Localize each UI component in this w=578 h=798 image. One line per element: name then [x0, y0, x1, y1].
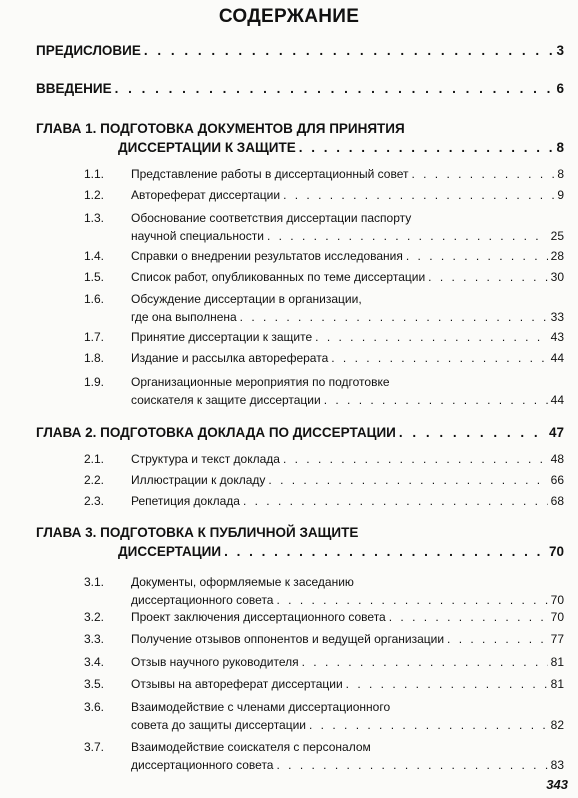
entry-page: 6	[556, 81, 564, 96]
leader-dots	[276, 593, 547, 607]
entry-title: Автореферат диссертации	[131, 188, 281, 202]
entry-page: 70	[548, 544, 564, 559]
entry-title: Иллюстрации к докладу	[131, 473, 266, 487]
leader-dots	[331, 351, 547, 365]
toc-entry-section[interactable]	[131, 330, 564, 344]
leader-dots	[324, 393, 548, 407]
chapter-1-title: ГЛАВА 1. ПОДГОТОВКА ДОКУМЕНТОВ ДЛЯ ПРИНЯТИЯ	[36, 121, 405, 136]
entry-title: ГЛАВА 2. ПОДГОТОВКА ДОКЛАДА ПО ДИССЕРТАЦИИ	[36, 425, 396, 440]
section-number: 3.4.	[84, 655, 105, 669]
toc-entry-section[interactable]	[131, 718, 564, 732]
entry-title: Репетиция доклада	[131, 494, 240, 508]
section-number: 1.9.	[84, 375, 105, 389]
leader-dots	[115, 81, 554, 96]
entry-page: 77	[550, 632, 564, 646]
leader-dots	[240, 310, 548, 324]
entry-page: 9	[557, 188, 564, 202]
leader-dots	[144, 43, 554, 58]
leader-dots	[389, 610, 548, 624]
toc-entry-section[interactable]	[131, 393, 564, 407]
entry-page: 68	[550, 494, 564, 508]
leader-dots	[399, 425, 546, 440]
entry-page: 66	[550, 473, 564, 487]
entry-page: 81	[550, 655, 564, 669]
toc-entry-chapter-2[interactable]	[36, 425, 564, 440]
toc-entry-section[interactable]	[131, 249, 564, 263]
leader-dots	[309, 718, 548, 732]
entry-title: Отзыв научного руководителя	[131, 655, 299, 669]
entry-title: Структура и текст доклада	[131, 452, 280, 466]
section-title-line: Обсуждение диссертации в организации,	[131, 292, 362, 306]
toc-entry-intro[interactable]	[36, 81, 564, 96]
entry-title: ВВЕДЕНИЕ	[36, 81, 112, 96]
leader-dots	[346, 677, 548, 691]
leader-dots	[267, 229, 548, 243]
entry-title: ДИССЕРТАЦИИ К ЗАЩИТЕ	[118, 140, 296, 155]
section-number: 1.5.	[84, 270, 105, 284]
section-title-line: Организационные мероприятия по подготовке	[131, 375, 390, 389]
leader-dots	[224, 544, 546, 559]
leader-dots	[428, 270, 547, 284]
section-number: 1.1.	[84, 167, 105, 181]
entry-title: Отзывы на автореферат диссертации	[131, 677, 343, 691]
entry-page: 70	[550, 610, 564, 624]
leader-dots	[243, 494, 548, 508]
entry-page: 81	[550, 677, 564, 691]
section-number: 1.3.	[84, 211, 105, 225]
section-number: 1.7.	[84, 330, 105, 344]
entry-page: 44	[550, 393, 564, 407]
section-number: 1.2.	[84, 188, 105, 202]
toc-entry-section[interactable]	[131, 593, 564, 607]
entry-title: Представление работы в диссертационный совет	[131, 167, 409, 181]
entry-title: соискателя к защите диссертации	[131, 393, 321, 407]
entry-page: 47	[548, 425, 564, 440]
entry-page: 8	[557, 167, 564, 181]
leader-dots	[447, 632, 548, 646]
entry-title: Справки о внедрении результатов исследования	[131, 249, 403, 263]
leader-dots	[283, 452, 548, 466]
entry-title: научной специальности	[131, 229, 264, 243]
toc-entry-section[interactable]	[131, 310, 564, 324]
entry-page: 30	[550, 270, 564, 284]
leader-dots	[283, 188, 554, 202]
entry-page: 82	[550, 718, 564, 732]
entry-title: диссертационного совета	[131, 758, 274, 772]
section-title-line: Взаимодействие соискателя с персоналом	[131, 740, 371, 754]
toc-entry-section[interactable]	[131, 758, 564, 772]
entry-title: диссертационного совета	[131, 593, 274, 607]
section-title-line: Обоснование соответствия диссертации паспорту	[131, 211, 412, 225]
toc-entry-section[interactable]	[131, 351, 564, 365]
section-number: 3.6.	[84, 700, 105, 714]
section-number: 1.4.	[84, 249, 105, 263]
entry-page: 25	[550, 229, 564, 243]
toc-entry-section[interactable]	[131, 655, 564, 669]
section-number: 2.2.	[84, 473, 105, 487]
entry-page: 44	[550, 351, 564, 365]
toc-entry-section[interactable]	[131, 167, 564, 181]
leader-dots	[299, 140, 554, 155]
entry-title: Получение отзывов оппонентов и ведущей организации	[131, 632, 445, 646]
entry-page: 33	[550, 310, 564, 324]
page-number: 343	[546, 777, 568, 792]
chapter-3-title: ГЛАВА 3. ПОДГОТОВКА К ПУБЛИЧНОЙ ЗАЩИТЕ	[36, 525, 359, 540]
toc-entry-chapter-1[interactable]	[118, 140, 564, 155]
toc-entry-section[interactable]	[131, 494, 564, 508]
entry-title: ПРЕДИСЛОВИЕ	[36, 43, 141, 58]
entry-page: 70	[550, 593, 564, 607]
toc-entry-section[interactable]	[131, 610, 564, 624]
section-number: 2.1.	[84, 452, 105, 466]
entry-title: совета до защиты диссертации	[131, 718, 307, 732]
entry-page: 83	[550, 758, 564, 772]
section-number: 3.5.	[84, 677, 105, 691]
entry-title: где она выполнена	[131, 310, 237, 324]
toc-entry-section[interactable]	[131, 270, 564, 284]
toc-entry-section[interactable]	[131, 188, 564, 202]
section-title-line: Взаимодействие с членами диссертационного	[131, 700, 391, 714]
toc-entry-section[interactable]	[131, 473, 564, 487]
entry-title: Список работ, опубликованных по теме диссертации	[131, 270, 426, 284]
toc-entry-preface[interactable]	[36, 43, 564, 58]
entry-title: Проект заключения диссертационного совета	[131, 610, 386, 624]
toc-entry-section[interactable]	[131, 632, 564, 646]
toc-entry-chapter-3[interactable]	[118, 544, 564, 559]
leader-dots	[315, 330, 547, 344]
leader-dots	[411, 167, 554, 181]
section-number: 3.1.	[84, 575, 105, 589]
section-number: 3.3.	[84, 632, 105, 646]
page-title: СОДЕРЖАНИЕ	[218, 6, 360, 27]
section-number: 1.6.	[84, 292, 105, 306]
section-number: 3.2.	[84, 610, 105, 624]
leader-dots	[268, 473, 547, 487]
entry-page: 48	[550, 452, 564, 466]
leader-dots	[406, 249, 548, 263]
entry-page: 8	[556, 140, 564, 155]
section-title-line: Документы, оформляемые к заседанию	[131, 575, 354, 589]
section-number: 3.7.	[84, 740, 105, 754]
section-number: 1.8.	[84, 351, 105, 365]
entry-title: ДИССЕРТАЦИИ	[118, 544, 222, 559]
toc-entry-section[interactable]	[131, 229, 564, 243]
entry-page: 3	[556, 43, 564, 58]
entry-title: Издание и рассылка автореферата	[131, 351, 329, 365]
entry-title: Принятие диссертации к защите	[131, 330, 313, 344]
entry-page: 28	[550, 249, 564, 263]
toc-entry-section[interactable]	[131, 677, 564, 691]
leader-dots	[276, 758, 547, 772]
toc-entry-section[interactable]	[131, 452, 564, 466]
section-number: 2.3.	[84, 494, 105, 508]
entry-page: 43	[550, 330, 564, 344]
leader-dots	[302, 655, 548, 669]
